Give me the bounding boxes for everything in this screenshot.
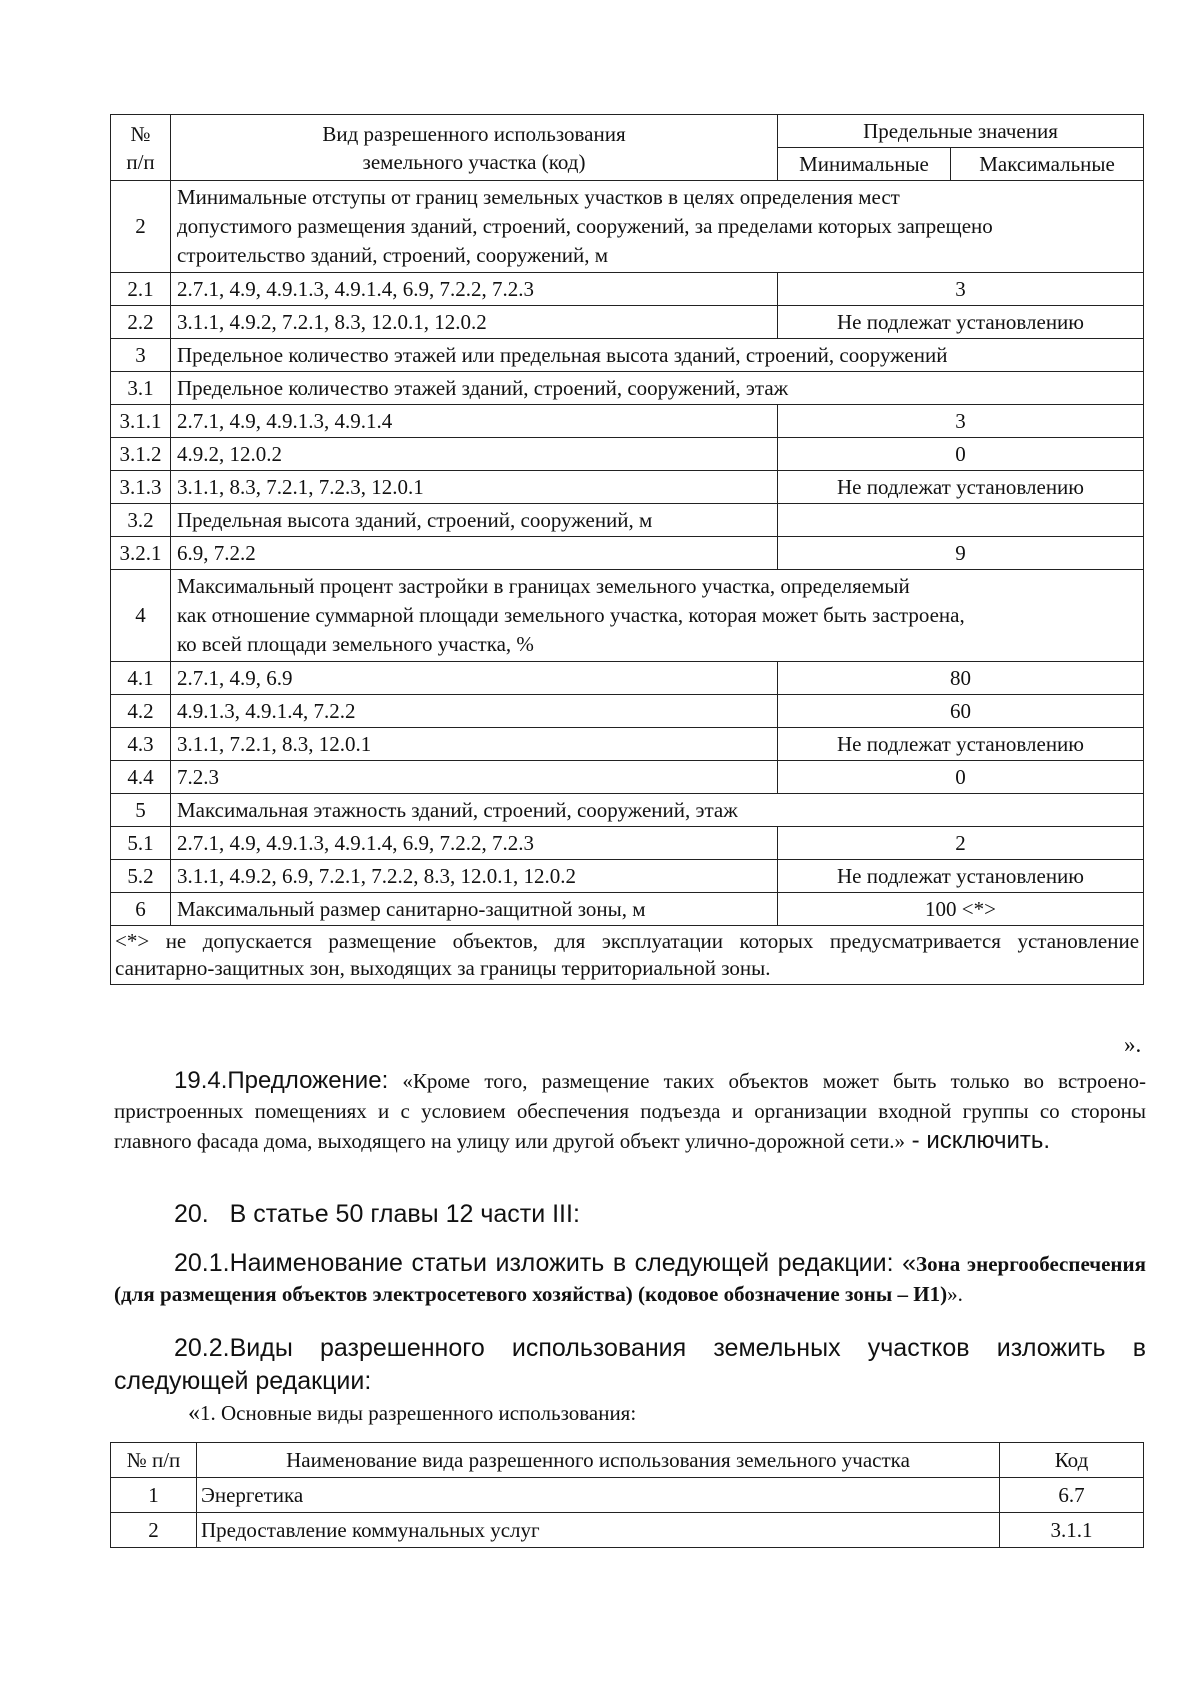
uses-table-row [111, 1478, 1144, 1513]
row-value: 0 [778, 438, 1144, 471]
uses-table-row [111, 1513, 1144, 1548]
header-num: № п/п [111, 115, 171, 181]
row-number: 3.2.1 [111, 537, 171, 570]
uses-row-code: 3.1.1 [1000, 1513, 1144, 1548]
row-number: 5.2 [111, 860, 171, 893]
row-description: 3.1.1, 8.3, 7.2.1, 7.2.3, 12.0.1 [171, 471, 778, 504]
row-number: 3.1 [111, 372, 171, 405]
paragraph-19-4: 19.4.Предложение: «Кроме того, размещение таких объектов может быть только во встроено-пристроенных помещениях и с условием обеспечения подъезда и организации входной группы со стороны главного фасада дома, выходящего на улицу или другой объект улично-дорожной сети.» - исключить. [114, 1067, 1146, 1154]
zoning-limits-table [110, 114, 1144, 985]
row-number: 4.2 [111, 695, 171, 728]
row-number: 5 [111, 794, 171, 827]
row-description: Максимальный размер санитарно-защитной зоны, м [171, 893, 778, 926]
row-description: 2.7.1, 4.9, 4.9.1.3, 4.9.1.4 [171, 405, 778, 438]
paragraph-20: 20. В статье 50 главы 12 части III: [174, 1200, 580, 1228]
row-number: 2 [111, 181, 171, 273]
row-description: 3.1.1, 4.9.2, 6.9, 7.2.1, 7.2.2, 8.3, 12.0.1, 12.0.2 [171, 860, 778, 893]
table-row [111, 570, 1144, 662]
row-number: 5.1 [111, 827, 171, 860]
row-description: 2.7.1, 4.9, 4.9.1.3, 4.9.1.4, 6.9, 7.2.2, 7.2.3 [171, 273, 778, 306]
row-value: Не подлежат установлению [778, 471, 1144, 504]
uses-row-code: 6.7 [1000, 1478, 1144, 1513]
table-footnote: <*> не допускается размещение объектов, для эксплуатации которых предусматривается установление санитарно-защитных зон, выходящих за границы территориальной зоны. [111, 926, 1144, 985]
row-description: 2.7.1, 4.9, 4.9.1.3, 4.9.1.4, 6.9, 7.2.2, 7.2.3 [171, 827, 778, 860]
row-number: 3 [111, 339, 171, 372]
row-number: 4.4 [111, 761, 171, 794]
table-row [111, 761, 1144, 794]
row-number: 2.2 [111, 306, 171, 339]
uses-row-num: 1 [111, 1478, 197, 1513]
table-row [111, 405, 1144, 438]
table-row [111, 306, 1144, 339]
row-value: Не подлежат установлению [778, 306, 1144, 339]
subheading-main-uses: «1. Основные виды разрешенного использования: [188, 1400, 637, 1426]
table-row [111, 438, 1144, 471]
header-max: Максимальные [951, 148, 1144, 181]
row-value: 80 [778, 662, 1144, 695]
row-value: 100 <*> [778, 893, 1144, 926]
table-row [111, 893, 1144, 926]
row-number: 3.1.2 [111, 438, 171, 471]
row-description: 7.2.3 [171, 761, 778, 794]
table-row [111, 504, 1144, 537]
header-limits: Предельные значения [778, 115, 1144, 148]
row-value: 0 [778, 761, 1144, 794]
row-value: Не подлежат установлению [778, 728, 1144, 761]
paragraph-20-1: 20.1.Наименование статьи изложить в следующей редакции: «Зона энергообеспечения (для размещения объектов электросетевого хозяйства) (кодовое обозначение зоны – И1)». [114, 1249, 1146, 1306]
row-value: 60 [778, 695, 1144, 728]
uses-row-name: Предоставление коммунальных услуг [197, 1513, 1000, 1548]
row-value: 2 [778, 827, 1144, 860]
row-description: 3.1.1, 4.9.2, 7.2.1, 8.3, 12.0.1, 12.0.2 [171, 306, 778, 339]
row-value: Не подлежат установлению [778, 860, 1144, 893]
table-row [111, 372, 1144, 405]
row-number: 3.1.1 [111, 405, 171, 438]
header-kind: Вид разрешенного использования земельного участка (код) [171, 115, 778, 181]
row-number: 4.1 [111, 662, 171, 695]
row-description: Минимальные отступы от границ земельных участков в целях определения мест допустимого размещения зданий, строений, сооружений, за пределами которых запрещено строительство зданий, строений, сооружений, м [171, 181, 1144, 273]
row-description: Предельное количество этажей зданий, строений, сооружений, этаж [171, 372, 1144, 405]
closing-quote: ». [1124, 1032, 1142, 1057]
row-description: 6.9, 7.2.2 [171, 537, 778, 570]
table-row [111, 662, 1144, 695]
table-row [111, 537, 1144, 570]
paragraph-20-2: 20.2.Виды разрешенного использования земельных участков изложить в следующей редакции: [114, 1334, 1146, 1395]
row-description: 4.9.2, 12.0.2 [171, 438, 778, 471]
table-row [111, 273, 1144, 306]
uses-row-name: Энергетика [197, 1478, 1000, 1513]
row-value: 3 [778, 405, 1144, 438]
row-description: Максимальный процент застройки в границах земельного участка, определяемый как отношение суммарной площади земельного участка, которая может быть застроена, ко всей площади земельного участка, % [171, 570, 1144, 662]
table-row [111, 181, 1144, 273]
uses-header-name: Наименование вида разрешенного использования земельного участка [197, 1443, 1000, 1478]
uses-row-num: 2 [111, 1513, 197, 1548]
row-description: 3.1.1, 7.2.1, 8.3, 12.0.1 [171, 728, 778, 761]
header-min: Минимальные [778, 148, 951, 181]
row-value: 3 [778, 273, 1144, 306]
row-description: Максимальная этажность зданий, строений, сооружений, этаж [171, 794, 1144, 827]
row-description: 4.9.1.3, 4.9.1.4, 7.2.2 [171, 695, 778, 728]
row-number: 4.3 [111, 728, 171, 761]
row-number: 3.1.3 [111, 471, 171, 504]
row-number: 6 [111, 893, 171, 926]
table-row [111, 827, 1144, 860]
table-row [111, 695, 1144, 728]
uses-header-code: Код [1000, 1443, 1144, 1478]
row-description: 2.7.1, 4.9, 6.9 [171, 662, 778, 695]
row-number: 2.1 [111, 273, 171, 306]
row-value [778, 504, 1144, 537]
row-number: 4 [111, 570, 171, 662]
uses-header-num: № п/п [111, 1443, 197, 1478]
table-row [111, 728, 1144, 761]
table-row [111, 860, 1144, 893]
permitted-uses-table [110, 1442, 1144, 1548]
table-row [111, 471, 1144, 504]
row-description: Предельная высота зданий, строений, сооружений, м [171, 504, 778, 537]
row-value: 9 [778, 537, 1144, 570]
row-description: Предельное количество этажей или предельная высота зданий, строений, сооружений [171, 339, 1144, 372]
table-row [111, 794, 1144, 827]
table-row [111, 339, 1144, 372]
row-number: 3.2 [111, 504, 171, 537]
